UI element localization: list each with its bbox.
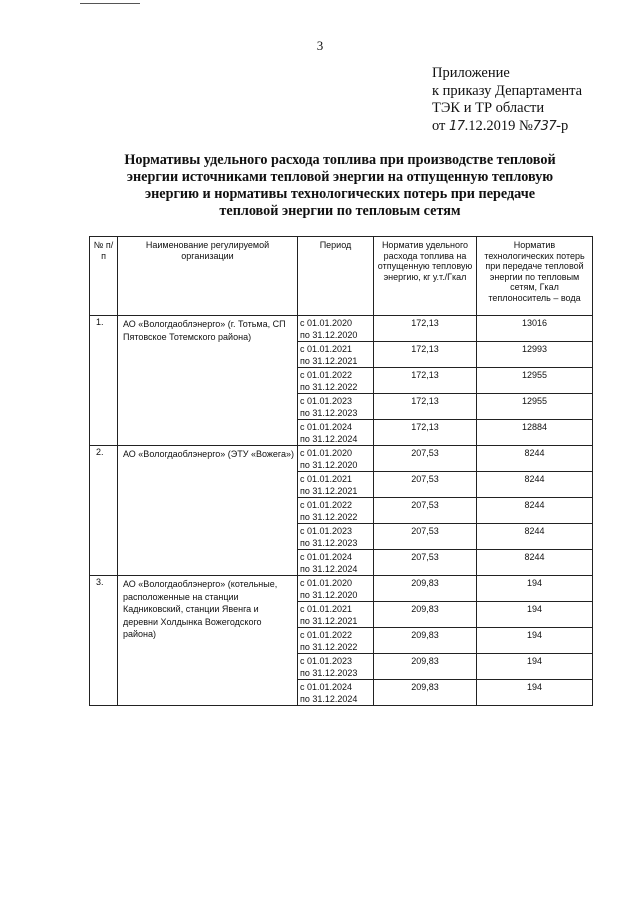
- period-to: по 31.12.2024: [300, 564, 358, 574]
- title-line-3: энергию и нормативы технологических потерь при передаче: [144, 186, 536, 202]
- period-from: с 01.01.2020: [300, 318, 353, 328]
- loss-norm-value: 194: [477, 680, 593, 706]
- period-to: по 31.12.2022: [300, 382, 358, 392]
- period-to: по 31.12.2020: [300, 590, 358, 600]
- loss-norm-value: 12884: [477, 420, 593, 446]
- order-suffix: -р: [556, 117, 569, 134]
- period-from: с 01.01.2021: [300, 344, 353, 354]
- title-line-4: тепловой энергии по тепловым сетям: [219, 203, 461, 219]
- period-cell: [298, 394, 374, 420]
- period-cell: [298, 654, 374, 680]
- header-org: Наименование регулируемой организации: [118, 237, 298, 316]
- period-from: с 01.01.2022: [300, 500, 353, 510]
- document-title: [80, 152, 600, 220]
- period-to: по 31.12.2023: [300, 538, 358, 548]
- loss-norm-value: 12955: [477, 368, 593, 394]
- loss-norm-value: 8244: [477, 472, 593, 498]
- period-to: по 31.12.2020: [300, 330, 358, 340]
- page-number: 3: [316, 38, 324, 53]
- period-to: по 31.12.2024: [300, 694, 358, 704]
- title-line-1: Нормативы удельного расхода топлива при производстве тепловой: [124, 152, 556, 168]
- loss-norm-value: 194: [477, 628, 593, 654]
- period-cell: [298, 680, 374, 706]
- period-to: по 31.12.2021: [300, 616, 358, 626]
- period-from: с 01.01.2023: [300, 396, 353, 406]
- date-prefix: от: [432, 117, 446, 134]
- fuel-norm-value: 207,53: [374, 446, 477, 472]
- header-num: № п/п: [90, 237, 118, 316]
- period-from: с 01.01.2023: [300, 656, 353, 666]
- period-to: по 31.12.2022: [300, 642, 358, 652]
- loss-norm-value: 8244: [477, 498, 593, 524]
- period-from: с 01.01.2023: [300, 526, 353, 536]
- approval-block: [432, 65, 582, 135]
- order-number-handwritten: 737: [532, 118, 557, 134]
- header-fuel: Норматив удельного расхода топлива на отпущенную тепловую энергию, кг у.т./Гкал: [374, 237, 477, 316]
- period-to: по 31.12.2021: [300, 486, 358, 496]
- fuel-norm-value: 209,83: [374, 654, 477, 680]
- loss-norm-value: 8244: [477, 524, 593, 550]
- period-from: с 01.01.2022: [300, 370, 353, 380]
- header-period: Период: [298, 237, 374, 316]
- row-number: 3.: [90, 576, 118, 706]
- fuel-norm-value: 209,83: [374, 602, 477, 628]
- period-from: с 01.01.2024: [300, 422, 353, 432]
- loss-norm-value: 12955: [477, 394, 593, 420]
- fuel-norm-value: 172,13: [374, 368, 477, 394]
- period-to: по 31.12.2023: [300, 668, 358, 678]
- period-cell: [298, 524, 374, 550]
- period-to: по 31.12.2021: [300, 356, 358, 366]
- fuel-norm-value: 209,83: [374, 680, 477, 706]
- fuel-norm-value: 172,13: [374, 394, 477, 420]
- period-cell: [298, 446, 374, 472]
- period-to: по 31.12.2020: [300, 460, 358, 470]
- organization-name: АО «Вологдаоблэнерго» (ЭТУ «Вожега»): [118, 446, 298, 576]
- fuel-norm-value: 209,83: [374, 628, 477, 654]
- loss-norm-value: 194: [477, 654, 593, 680]
- period-from: с 01.01.2021: [300, 604, 353, 614]
- table-row: [90, 576, 593, 602]
- row-number: 1.: [90, 316, 118, 446]
- period-cell: [298, 368, 374, 394]
- period-from: с 01.01.2021: [300, 474, 353, 484]
- fuel-norm-value: 207,53: [374, 472, 477, 498]
- organization-name: АО «Вологдаоблэнерго» (г. Тотьма, СП Пятовское Тотемского района): [118, 316, 298, 446]
- period-to: по 31.12.2022: [300, 512, 358, 522]
- period-cell: [298, 602, 374, 628]
- fuel-norm-value: 172,13: [374, 420, 477, 446]
- period-cell: [298, 316, 374, 342]
- fuel-norm-value: 209,83: [374, 576, 477, 602]
- loss-norm-value: 12993: [477, 342, 593, 368]
- period-from: с 01.01.2024: [300, 682, 353, 692]
- period-cell: [298, 342, 374, 368]
- title-line-2: энергии источниками тепловой энергии на отпущенную тепловую: [126, 169, 554, 185]
- loss-norm-value: 13016: [477, 316, 593, 342]
- period-cell: [298, 498, 374, 524]
- fuel-norm-value: 207,53: [374, 550, 477, 576]
- loss-norm-value: 194: [477, 602, 593, 628]
- period-from: с 01.01.2020: [300, 448, 353, 458]
- loss-norm-value: 8244: [477, 550, 593, 576]
- loss-norm-value: 8244: [477, 446, 593, 472]
- date-rest: .12.2019 №: [464, 117, 533, 134]
- period-from: с 01.01.2022: [300, 630, 353, 640]
- table-header-row: [90, 237, 593, 316]
- period-cell: [298, 628, 374, 654]
- fuel-norm-value: 172,13: [374, 342, 477, 368]
- table-row: [90, 316, 593, 342]
- period-from: с 01.01.2024: [300, 552, 353, 562]
- period-to: по 31.12.2023: [300, 408, 358, 418]
- approval-line-3: ТЭК и ТР области: [432, 100, 545, 116]
- loss-norm-value: 194: [477, 576, 593, 602]
- period-cell: [298, 550, 374, 576]
- date-day-handwritten: 17: [449, 118, 465, 134]
- fuel-norm-value: 207,53: [374, 524, 477, 550]
- fuel-norm-value: 207,53: [374, 498, 477, 524]
- period-cell: [298, 472, 374, 498]
- table-row: [90, 446, 593, 472]
- top-rule: [80, 3, 140, 4]
- header-loss: Норматив технологических потерь при передаче тепловой энергии по тепловым сетям, Гкал теплоноситель – вода: [477, 237, 593, 316]
- row-number: 2.: [90, 446, 118, 576]
- approval-date-line: [432, 118, 582, 136]
- approval-line-1: Приложение: [432, 65, 510, 81]
- fuel-norm-value: 172,13: [374, 316, 477, 342]
- period-to: по 31.12.2024: [300, 434, 358, 444]
- period-cell: [298, 576, 374, 602]
- organization-name: АО «Вологдаоблэнерго» (котельные, расположенные на станции Кадниковский, станции Явенга и деревни Холдынка Вожегодского района): [118, 576, 298, 706]
- period-cell: [298, 420, 374, 446]
- approval-line-2: к приказу Департамента: [432, 82, 583, 99]
- norms-table: [89, 236, 593, 706]
- period-from: с 01.01.2020: [300, 578, 353, 588]
